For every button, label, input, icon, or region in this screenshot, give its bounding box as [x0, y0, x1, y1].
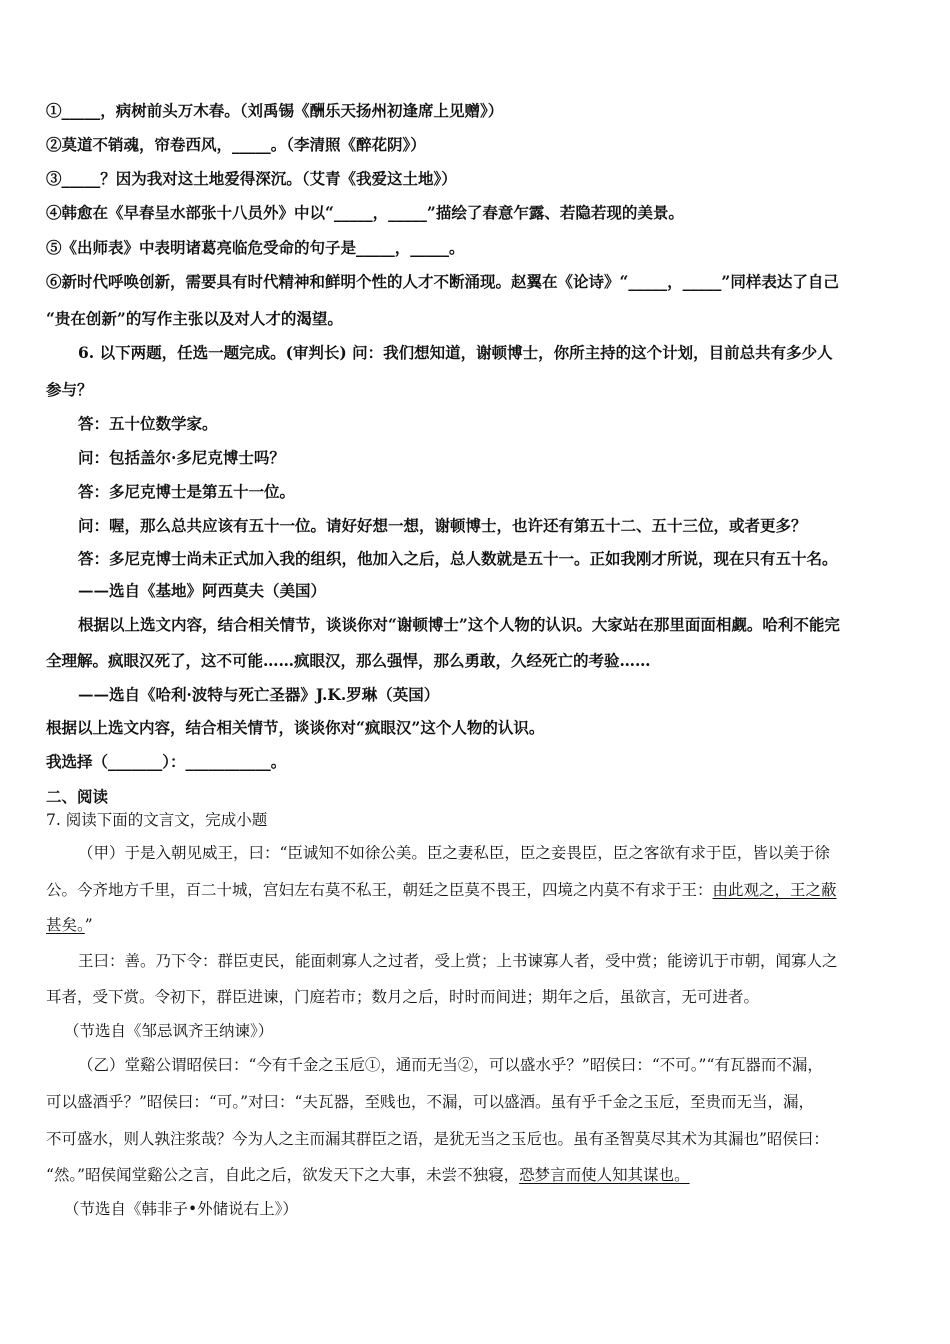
q7-jia-line: 耳者，受下赏。令初下，群臣进谏，门庭若市；数月之后，时时而间进；期年之后，虽欲言，无可进者。 [46, 988, 760, 1006]
q7-jia-line [46, 879, 916, 901]
q7-yi-line: 不可盛水，则人孰注浆哉？今为人之主而漏其群臣之语，是犹无当之玉卮也。虽有圣智莫尽其术为其漏也”昭侯曰： [46, 1130, 829, 1148]
poem-line-6: ⑥新时代呼唤创新，需要具有时代精神和鲜明个性的人才不断涌现。赵翼在《论诗》“_____，_____”同样表达了自己 [46, 272, 839, 291]
poem-line-4: ④韩愈在《早春呈水部张十八员外》中以“_____，_____”描绘了春意乍露、若隐若现的美景。 [46, 203, 684, 222]
poem-line-3: ③_____？因为我对这土地爱得深沉。（艾青《我爱这土地》） [46, 169, 457, 188]
q6-dialog-line: 问：喔，那么总共应该有五十一位。请好好想一想，谢顿博士，也许还有第五十二、五十三位，或者更多？ [78, 516, 807, 535]
q6-prompt-1: 根据以上选文内容，结合相关情节，谈谈你对“谢顿博士”这个人物的认识。大家站在那里面面相觑。哈利不能完 [78, 615, 840, 634]
poem-line-5: ⑤《出师表》中表明诸葛亮临危受命的句子是_____，_____。 [46, 238, 465, 257]
q6-dialog-line: 答：五十位数学家。 [78, 414, 218, 433]
q6-dialog-line: 问：包括盖尔·多尼克博士吗？ [78, 448, 285, 467]
section-title: 二、阅读 [46, 787, 109, 806]
q7-yi-underlined: 恐梦言而使人知其谋也。 [519, 1166, 690, 1184]
q7-yi-line: 可以盛酒乎？”昭侯曰：“可。”对曰：“夫瓦器，至贱也，不漏，可以盛酒。虽有乎千金之玉卮，至贵而无当，漏， [46, 1093, 814, 1111]
q7-jia-source: （节选自《邹忌讽齐王纳谏》） [64, 1022, 274, 1040]
q7-title: 7. 阅读下面的文言文，完成小题 [46, 811, 268, 829]
q7-jia-underlined: 由此观之，王之蔽 [712, 881, 837, 899]
q6-dialog-line: 答：多尼克博士是第五十一位。 [78, 482, 296, 501]
q7-jia-text: ” [84, 916, 93, 934]
poem-line-1: ①_____，病树前头万木春。（刘禹锡《酬乐天扬州初逢席上见赠》） [46, 101, 504, 120]
q7-yi-line: （乙）堂谿公谓昭侯曰：“今有千金之玉卮①，通而无当②，可以盛水乎？”昭侯曰：“不可。”“有瓦器而不漏， [78, 1056, 823, 1074]
q6-choice-line: 我选择（_______）：___________。 [46, 752, 287, 771]
q6-source-1: ——选自《基地》阿西莫夫（美国） [78, 581, 327, 600]
q7-jia-line [46, 914, 916, 936]
q6-intro: 6. 以下两题，任选一题完成。(审判长) 问：我们想知道，谢顿博士，你所主持的这个计划，目前总共有多少人 [78, 343, 833, 362]
q6-prompt-1-cont: 全理解。疯眼汉死了，这不可能……疯眼汉，那么强悍，那么勇敢，久经死亡的考验…… [46, 651, 651, 670]
q7-jia-line: （甲）于是入朝见威王，曰：“臣诚知不如徐公美。臣之妻私臣，臣之妾畏臣，臣之客欲有求于臣，皆以美于徐 [78, 844, 830, 862]
q7-jia-line: 王曰：善。乃下令：群臣吏民，能面刺寡人之过者，受上赏；上书谏寡人者，受中赏；能谤讥于市朝，闻寡人之 [78, 952, 838, 970]
poem-line-6-cont: “贵在创新”的写作主张以及对人才的渴望。 [46, 309, 343, 328]
poem-line-2: ②莫道不销魂，帘卷西风，_____。（李清照《醉花阴》） [46, 135, 426, 154]
q7-jia-underlined: 甚矣。 [46, 916, 85, 934]
q7-jia-text: 公。今齐地方千里，百二十城，宫妇左右莫不私王，朝廷之臣莫不畏王，四境之内莫不有求于王： [46, 881, 713, 899]
q6-source-2: ——选自《哈利·波特与死亡圣器》J.K.罗琳（英国） [78, 685, 440, 704]
q7-yi-text: “然。”昭侯闻堂谿公之言，自此之后，欲发天下之大事，未尝不独寝， [46, 1166, 520, 1184]
q6-intro-cont: 参与？ [46, 380, 93, 399]
q6-dialog-line: 答：多尼克博士尚未正式加入我的组织，他加入之后，总人数就是五十一。正如我刚才所说，现在只有五十名。 [78, 549, 838, 568]
q6-prompt-2: 根据以上选文内容，结合相关情节，谈谈你对“疯眼汉”这个人物的认识。 [46, 718, 545, 737]
q7-yi-line [46, 1164, 916, 1186]
q7-yi-source: （节选自《韩非子•外储说右上》） [64, 1200, 298, 1218]
